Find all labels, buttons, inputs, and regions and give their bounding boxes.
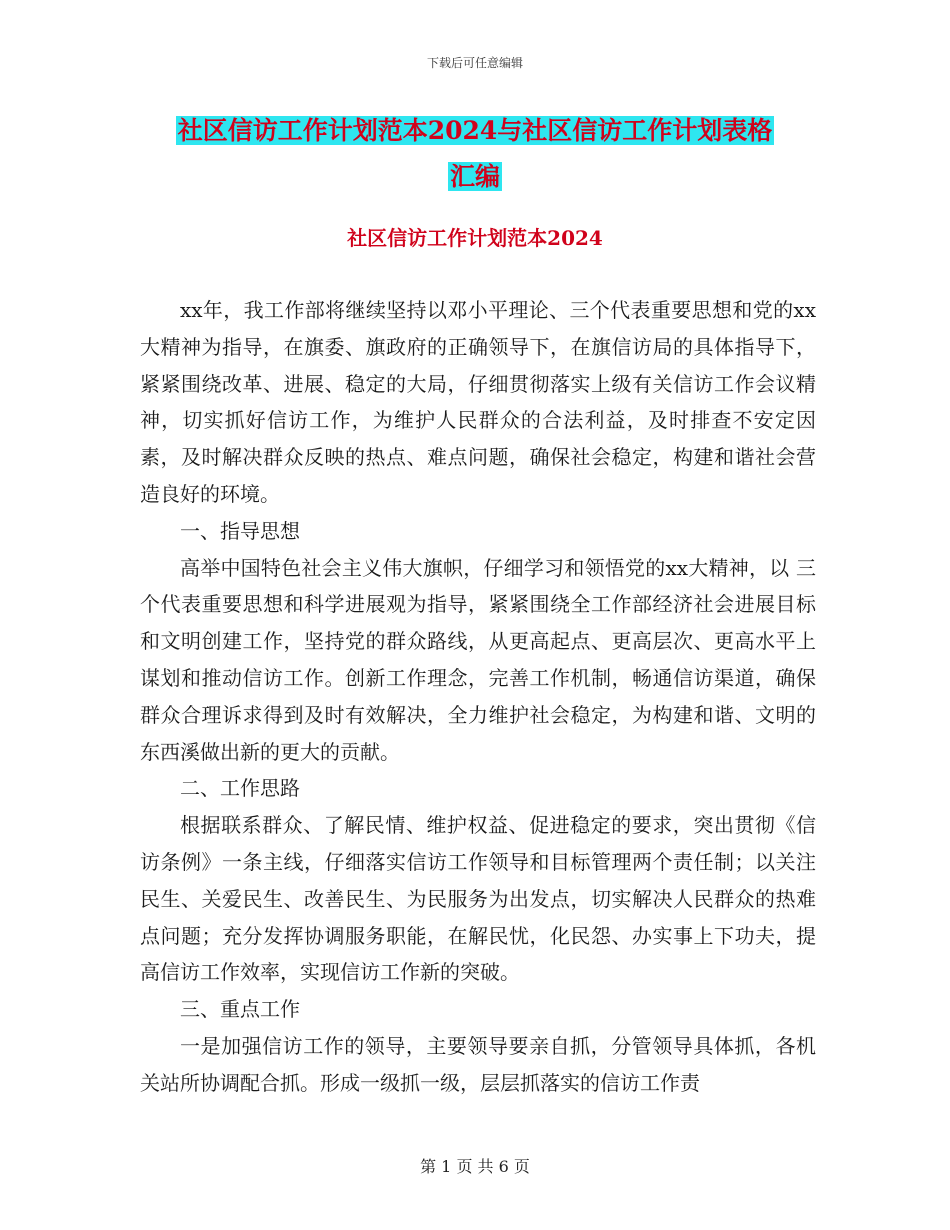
page-number: 第 1 页 共 6 页: [420, 1157, 530, 1176]
paragraph-key-work: 一是加强信访工作的领导，主要领导要亲自抓，分管领导具体抓，各机关站所协调配合抓。形成一级抓一级，层层抓落实的信访工作责: [140, 1033, 816, 1095]
document-title-line2: 汇编: [449, 162, 500, 191]
section-title: 社区信访工作计划范本2024: [347, 226, 603, 250]
heading-key-work: 三、重点工作: [180, 997, 300, 1022]
document-body: [140, 292, 816, 1102]
document-title-line1: 社区信访工作计划范本2024与社区信访工作计划表格: [177, 116, 773, 145]
paragraph-guiding-thought: 高举中国特色社会主义伟大旗帜，仔细学习和领悟党的xx大精神，以 三个代表重要思想和科学进展观为指导，紧紧围绕全工作部经济社会进展目标和文明创建工作，坚持党的群众路线，从更高起点、更高层次、更高水平上谋划和推动信访工作。创新工作理念，完善工作机制，畅通信访渠道，确保群众合理诉求得到及时有效解决，全力维护社会稳定，为构建和谐、文明的东西溪做出新的更大的贡献。: [140, 555, 816, 764]
heading-guiding-thought: 一、指导思想: [180, 518, 300, 543]
paragraph-work-approach: 根据联系群众、了解民情、维护权益、促进稳定的要求，突出贯彻《信访条例》一条主线，仔细落实信访工作领导和目标管理两个责任制；以关注民生、关爱民生、改善民生、为民服务为出发点，切实解决人民群众的热难点问题；充分发挥协调服务职能，在解民忧，化民怨、办实事上下功夫，提高信访工作效率，实现信访工作新的突破。: [140, 813, 816, 985]
paragraph-intro: xx年，我工作部将继续坚持以邓小平理论、三个代表重要思想和党的xx大精神为指导，在旗委、旗政府的正确领导下，在旗信访局的具体指导下，紧紧围绕改革、进展、稳定的大局，仔细贯彻落实上级有关信访工作会议精神，切实抓好信访工作，为维护人民群众的合法利益，及时排查不安定因素，及时解决群众反映的热点、难点问题，确保社会稳定，构建和谐社会营造良好的环境。: [140, 298, 816, 506]
header-note: 下载后可任意编辑: [426, 56, 523, 70]
heading-work-approach: 二、工作思路: [180, 776, 300, 801]
document-title: [0, 108, 950, 200]
